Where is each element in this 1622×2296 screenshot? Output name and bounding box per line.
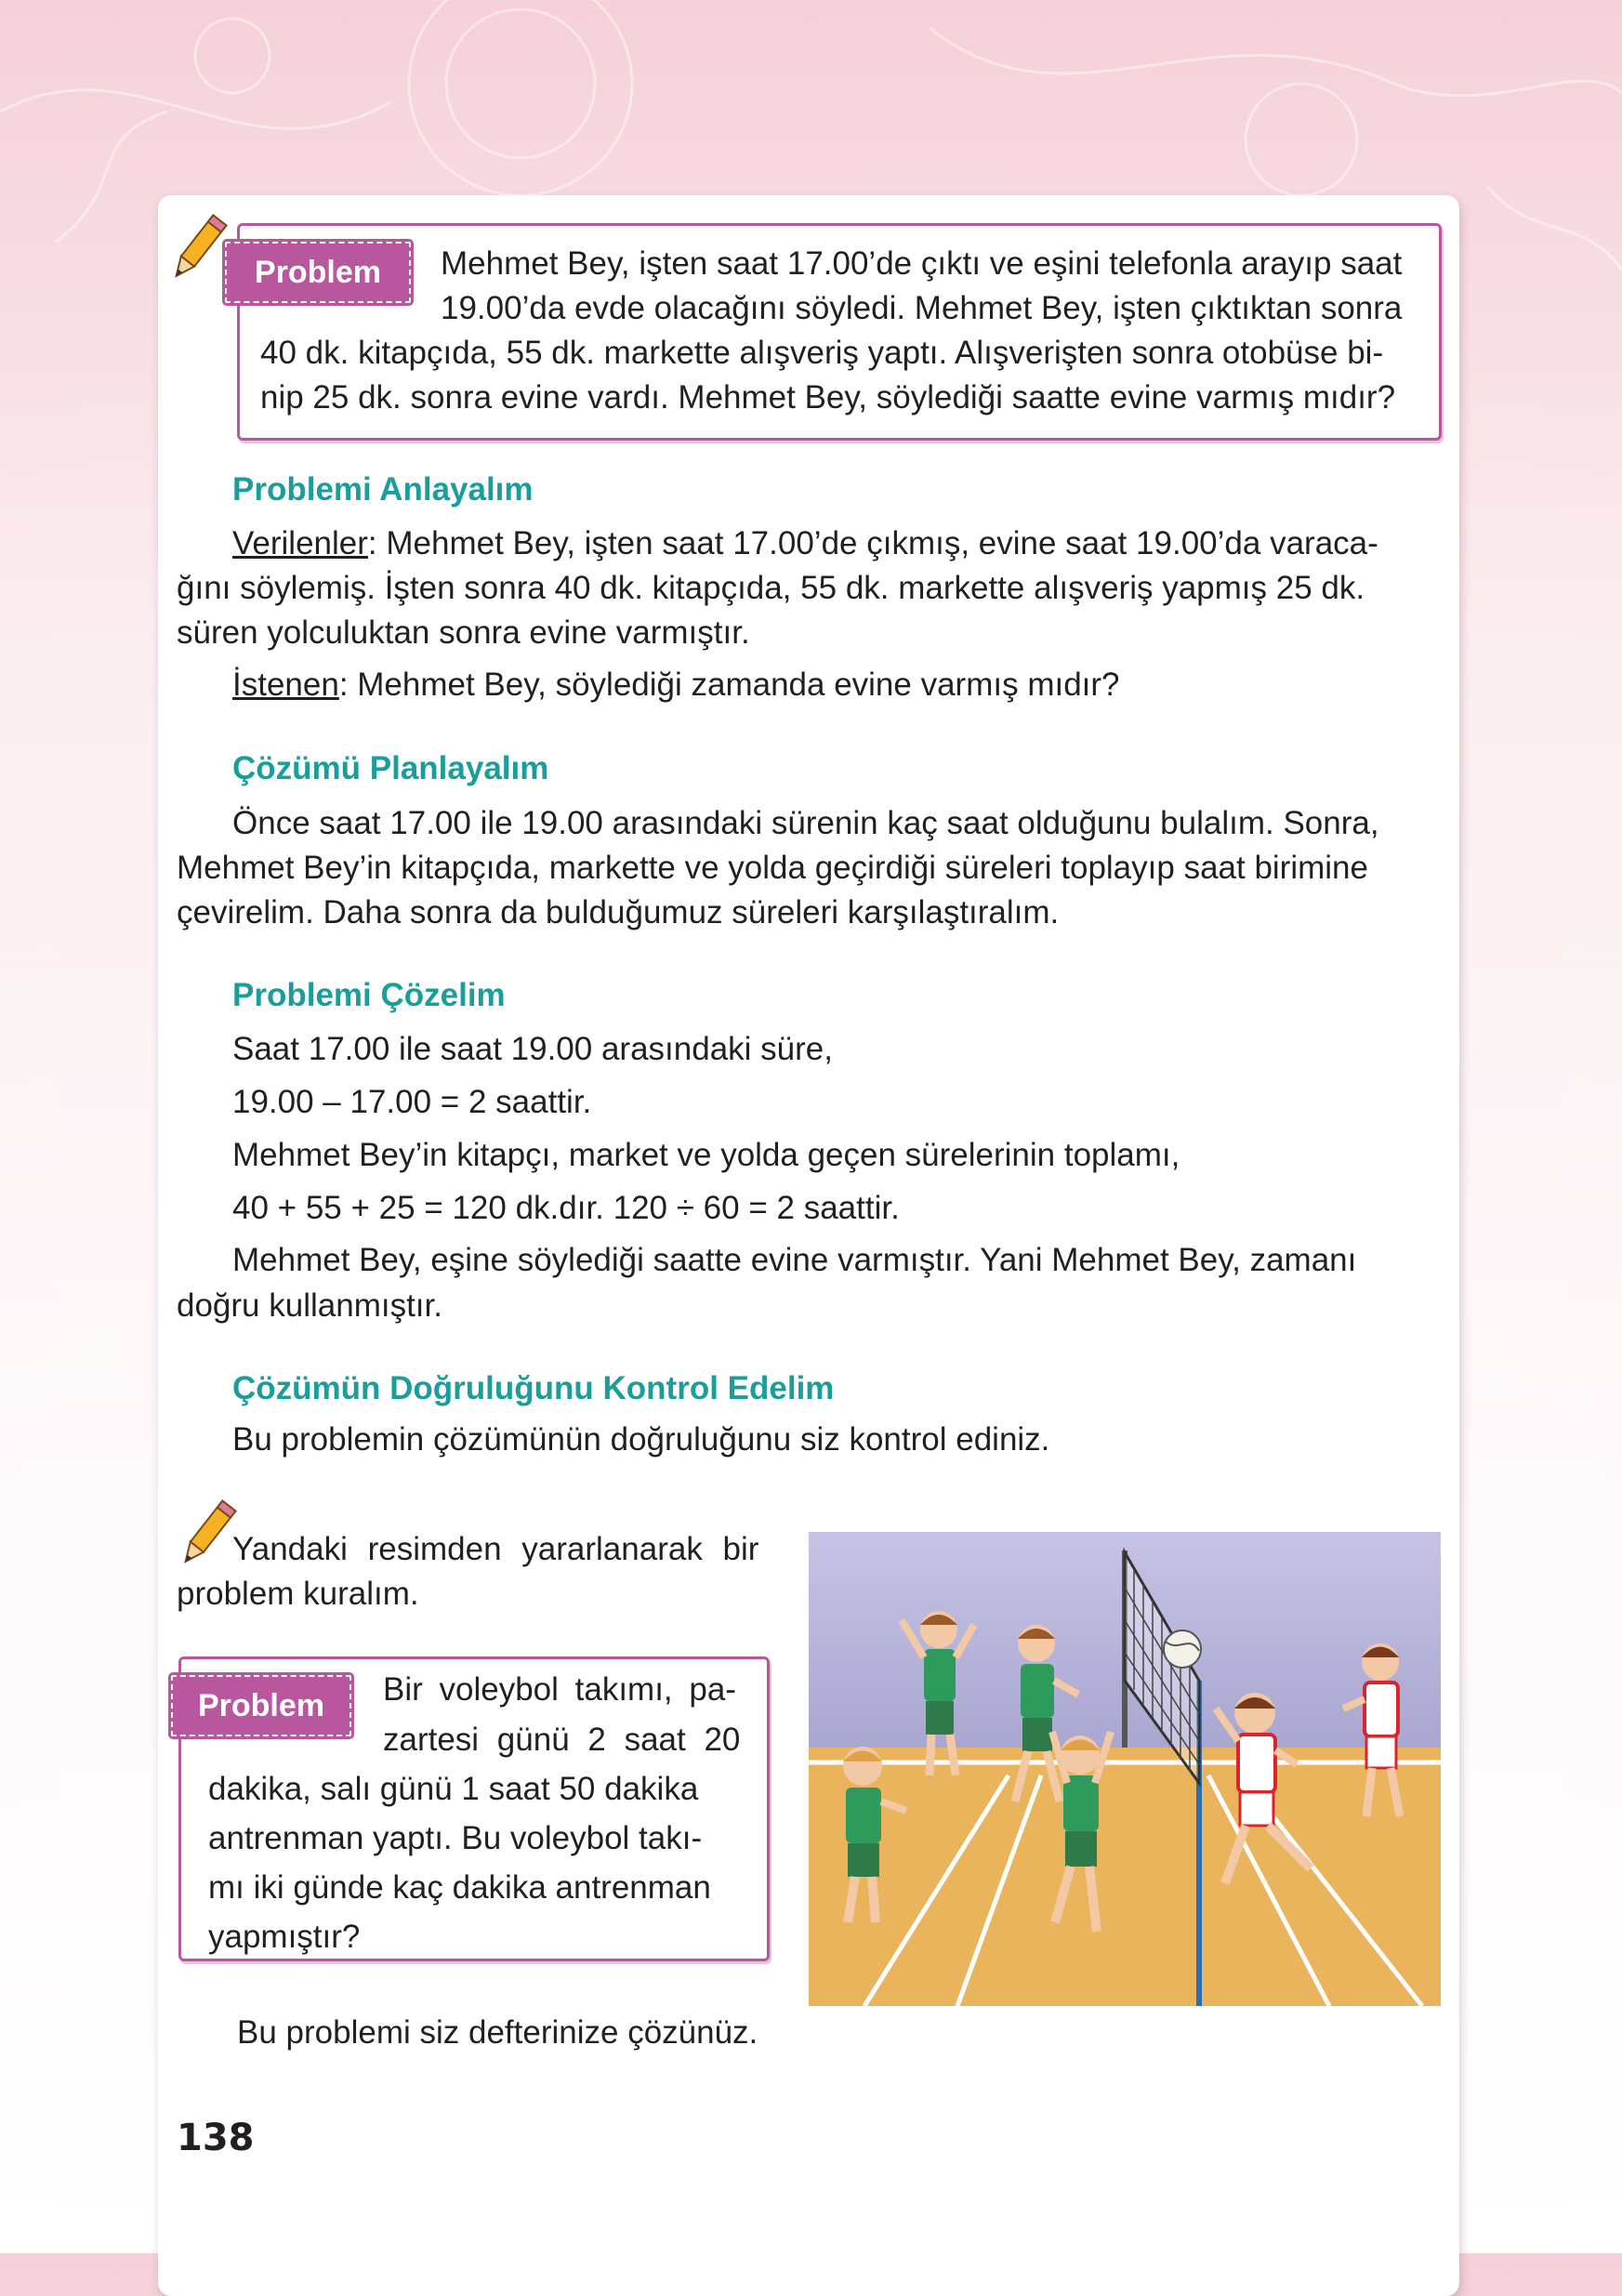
asked-label: İstenen xyxy=(232,666,339,703)
asked-line xyxy=(232,663,1120,707)
pencil-icon xyxy=(165,209,231,288)
section-heading: Problemi Çözelim xyxy=(232,977,506,1013)
problem-text-line: antrenman yaptı. Bu voleybol takı- xyxy=(208,1820,703,1856)
solution-line: Mehmet Bey’in kitapçı, market ve yolda geçen sürelerinin toplamı, xyxy=(232,1137,1180,1173)
prompt-line: Yandaki resimden yararlanarak bir xyxy=(232,1531,759,1567)
problem-text-line: mı iki günde kaç dakika antrenman xyxy=(208,1869,711,1906)
closing-text: Bu problemi siz defterinize çözünüz. xyxy=(237,2014,758,2051)
solution-line: 19.00 – 17.00 = 2 saattir. xyxy=(232,1084,592,1120)
solution-line: Mehmet Bey, eşine söylediği saatte evine varmıştır. Yani Mehmet Bey, zamanı xyxy=(232,1242,1357,1278)
solution-line: Saat 17.00 ile saat 19.00 arasındaki süre, xyxy=(232,1031,833,1067)
given-label: Verilenler xyxy=(232,525,368,561)
given-line: süren yolculuktan sonra evine varmıştır. xyxy=(177,614,750,651)
problem-text-line: nip 25 dk. sonra evine vardı. Mehmet Bey, söylediği saatte evine varmış mıdır? xyxy=(260,379,1396,416)
volleyball-illustration xyxy=(809,1532,1441,2006)
section-heading: Çözümü Planlayalım xyxy=(232,750,549,786)
problem-text-line: 19.00’da evde olacağını söyledi. Mehmet Bey, işten çıktıktan sonra xyxy=(441,290,1403,326)
asked-text: : Mehmet Bey, söylediği zamanda evine varmış mıdır? xyxy=(338,666,1120,703)
problem-tag: Problem xyxy=(171,1675,351,1736)
problem-text-line: Mehmet Bey, işten saat 17.00’de çıktı ve eşini telefonla arayıp saat xyxy=(441,245,1403,282)
given-line: ğını söylemiş. İşten sonra 40 dk. kitapçıda, 55 dk. markette alışveriş yapmış 25 dk. xyxy=(177,570,1365,606)
solution-line: doğru kullanmıştır. xyxy=(177,1287,442,1324)
pencil-icon xyxy=(175,1495,240,1574)
given-line xyxy=(232,521,1441,566)
page-number: 138 xyxy=(177,2117,255,2159)
section-heading: Problemi Anlayalım xyxy=(232,471,534,508)
problem-tag: Problem xyxy=(225,242,411,303)
section-heading: Çözümün Doğruluğunu Kontrol Edelim xyxy=(232,1370,835,1406)
problem-text-line: Bir voleybol takımı, pa- xyxy=(383,1671,736,1708)
problem-text-line: zartesi günü 2 saat 20 xyxy=(383,1722,741,1758)
problem-text-line: yapmıştır? xyxy=(208,1919,361,1955)
given-text: : Mehmet Bey, işten saat 17.00’de çıkmış, evine saat 19.00’da varaca- xyxy=(367,525,1378,561)
problem-text-line: dakika, salı günü 1 saat 50 dakika xyxy=(208,1771,699,1807)
plan-line: çevirelim. Daha sonra da bulduğumuz süreleri karşılaştıralım. xyxy=(177,894,1060,930)
plan-line: Mehmet Bey’in kitapçıda, markette ve yolda geçirdiği süreleri toplayıp saat birimine xyxy=(177,850,1368,886)
problem-text-line: 40 dk. kitapçıda, 55 dk. markette alışveriş yaptı. Alışverişten sonra otobüse bi- xyxy=(260,335,1384,371)
solution-line: 40 + 55 + 25 = 120 dk.dır. 120 ÷ 60 = 2 saattir. xyxy=(232,1190,900,1226)
prompt-line: problem kuralım. xyxy=(177,1576,419,1612)
plan-line: Önce saat 17.00 ile 19.00 arasındaki sürenin kaç saat olduğunu bulalım. Sonra, xyxy=(232,805,1379,841)
check-text: Bu problemin çözümünün doğruluğunu siz kontrol ediniz. xyxy=(232,1421,1050,1458)
